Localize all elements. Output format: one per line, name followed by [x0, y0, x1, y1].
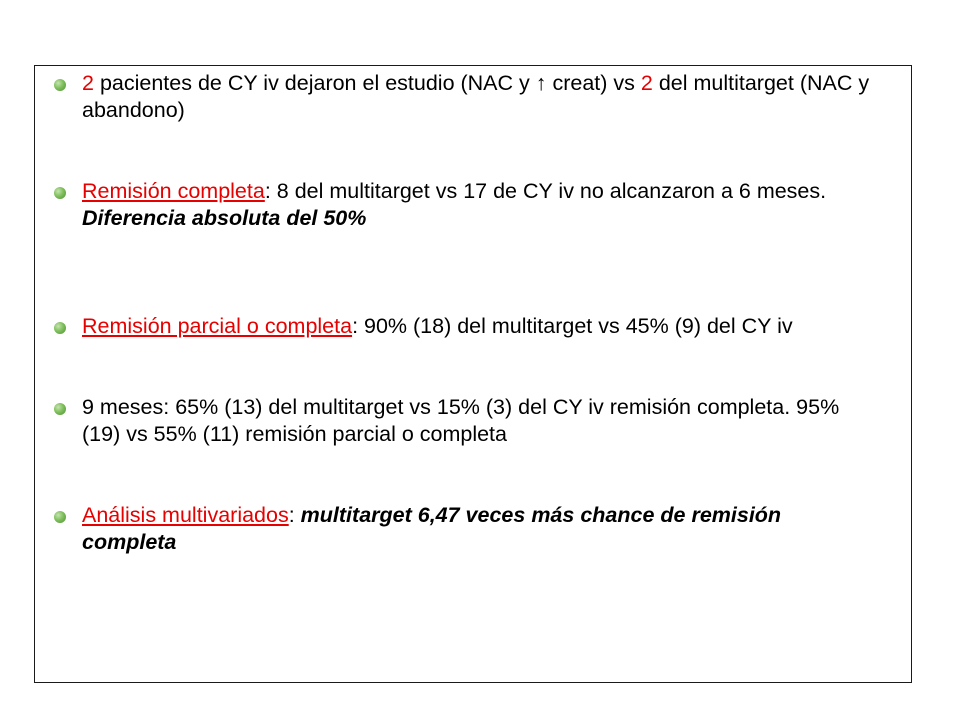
- bullet-item-nine-months: [44, 394, 874, 448]
- bullet-text: pacientes de CY iv dejaron el estudio (NAC y ↑ creat) vs: [93, 71, 641, 95]
- bullet-icon: [54, 187, 66, 199]
- count-multitarget-dropouts: 2: [640, 71, 653, 95]
- bullet-icon: [54, 322, 66, 334]
- bullet-text: :: [288, 503, 301, 527]
- bullet-icon: [54, 79, 66, 91]
- bullet-text: 9 meses: 65% (13) del multitarget vs 15% (3) del CY iv remisión completa. 95% (19) vs 55% (11) remisión parcial o completa: [82, 395, 840, 446]
- bullet-list: [44, 70, 874, 556]
- bullet-text: : 8 del multitarget vs 17 de CY iv no alcanzaron a 6 meses.: [264, 179, 827, 203]
- term-multivariate-analysis: Análisis multivariados: [82, 503, 289, 527]
- count-cy-dropouts: 2: [82, 71, 94, 95]
- emphasis-text: multitarget 6,47 veces más chance de remisión completa: [82, 503, 782, 554]
- bullet-text: : 90% (18) del multitarget vs 45% (9) del CY iv: [352, 314, 793, 338]
- bullet-item-multivariate: [44, 502, 874, 556]
- term-partial-or-complete-remission: Remisión parcial o completa: [82, 314, 353, 338]
- bullet-icon: [54, 511, 66, 523]
- bullet-item-complete-remission: [44, 178, 874, 232]
- bullet-icon: [54, 403, 66, 415]
- bullet-item-dropouts: [44, 70, 874, 124]
- bullet-text: del multitarget (NAC y abandono): [82, 71, 870, 122]
- emphasis-text: Diferencia absoluta del 50%: [82, 206, 367, 230]
- bullet-item-partial-or-complete: [44, 313, 874, 340]
- term-complete-remission: Remisión completa: [82, 179, 265, 203]
